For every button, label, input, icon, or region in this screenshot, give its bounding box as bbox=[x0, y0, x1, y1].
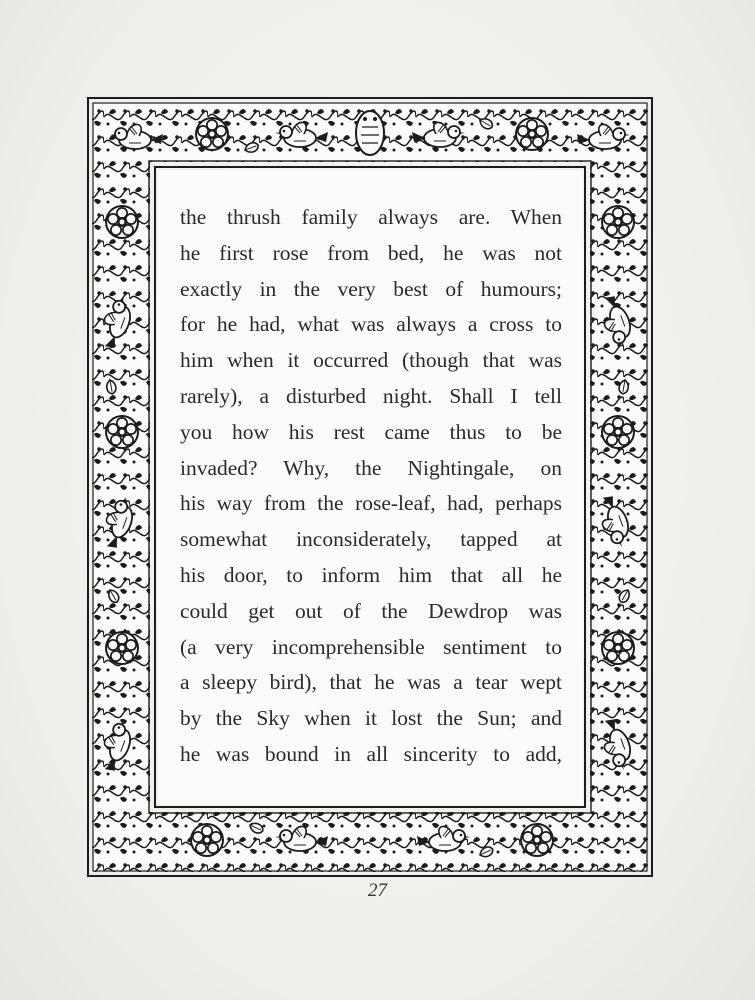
text-line: by the Sky when it lost the Sun; and bbox=[180, 706, 562, 731]
text-line: the thrush family always are. When bbox=[180, 205, 562, 229]
rose-icon bbox=[601, 415, 635, 449]
rose-icon bbox=[105, 415, 139, 449]
text-line: invaded? Why, the Nightingale, on bbox=[180, 455, 562, 480]
text-line: his door, to inform him that all he bbox=[180, 562, 562, 587]
rose-icon bbox=[190, 823, 224, 857]
text-line: rarely), a disturbed night. Shall I tell bbox=[180, 383, 562, 408]
text-line: (a very incomprehensible sentiment to bbox=[180, 634, 562, 659]
rose-icon bbox=[520, 823, 554, 857]
page-number: 27 bbox=[368, 880, 387, 901]
text-line: you how his rest came thus to be bbox=[180, 419, 562, 444]
text-line: he first rose from bed, he was not bbox=[180, 240, 562, 265]
text-line: exactly in the very best of humours; bbox=[180, 276, 562, 301]
body-text bbox=[180, 200, 562, 773]
owl-icon bbox=[356, 111, 384, 155]
rose-icon bbox=[195, 117, 229, 151]
text-line: him when it occurred (though that was bbox=[180, 348, 562, 373]
text-line: a sleepy bird), that he was a tear wept bbox=[180, 670, 562, 695]
text-line: somewhat inconsiderately, tapped at bbox=[180, 527, 562, 552]
text-line: his way from the rose-leaf, had, perhaps bbox=[180, 491, 562, 516]
rose-icon bbox=[601, 631, 635, 665]
rose-icon bbox=[105, 631, 139, 665]
rose-icon bbox=[515, 117, 549, 151]
text-line: for he had, what was always a cross to bbox=[180, 312, 562, 337]
rose-icon bbox=[105, 205, 139, 239]
text-line: he was bound in all sincerity to add, bbox=[180, 741, 562, 766]
text-line: could get out of the Dewdrop was bbox=[180, 598, 562, 623]
rose-icon bbox=[601, 205, 635, 239]
